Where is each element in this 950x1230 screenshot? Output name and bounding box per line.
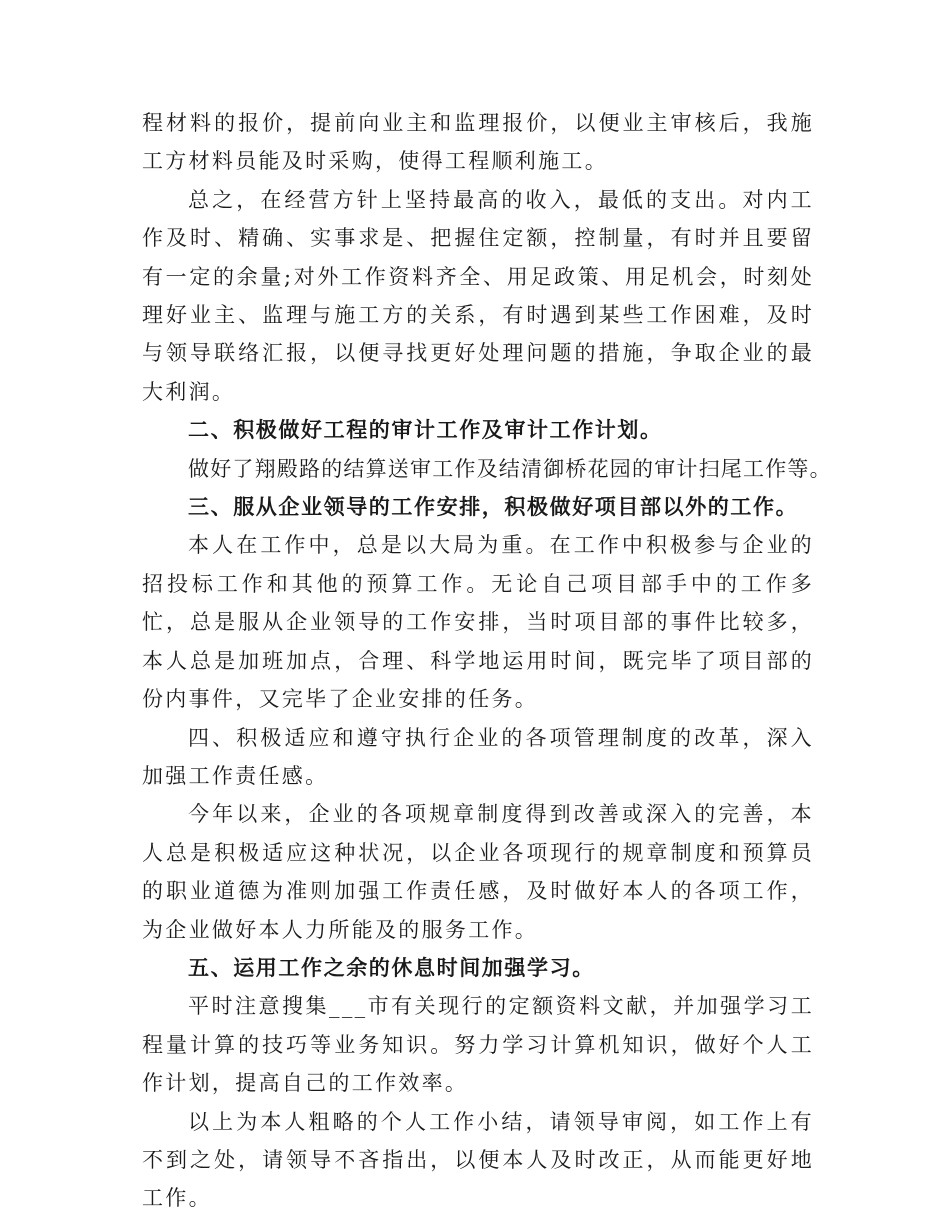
section-heading-audit: 二、积极做好工程的审计工作及审计工作计划。 [188, 418, 663, 443]
paragraph-study: 平时注意搜集___市有关现行的定额资料文献，并加强学习工程量计算的技巧等业务知识。努力学习计算机知识，做好个人工作计划，提高自己的工作效率。 [142, 994, 814, 1096]
section-heading-reform: 四、积极适应和遵守执行企业的各项管理制度的改革，深入加强工作责任感。 [142, 725, 814, 788]
paragraph-leadership-work: 本人在工作中，总是以大局为重。在工作中积极参与企业的招投标工作和其他的预算工作。无论自己项目部手中的工作多忙，总是服从企业领导的工作安排，当时项目部的事件比较多，本人总是加班加点，合理、科学地运用时间，既完毕了项目部的份内事件，又完毕了企业安排的任务。 [142, 533, 814, 712]
paragraph-regulations: 今年以来，企业的各项规章制度得到改善或深入的完善，本人总是积极适应这种状况，以企业各项现行的规章制度和预算员的职业道德为准则加强工作责任感，及时做好本人的各项工作，为企业做好本人力所能及的服务工作。 [142, 802, 814, 942]
paragraph-material-pricing: 程材料的报价，提前向业主和监理报价，以便业主审核后，我施工方材料员能及时采购，使得工程顺利施工。 [142, 111, 814, 174]
section-heading-study: 五、运用工作之余的休息时间加强学习。 [188, 955, 595, 980]
document-body [142, 104, 832, 1218]
paragraph-summary-policy: 总之，在经营方针上坚持最高的收入，最低的支出。对内工作及时、精确、实事求是、把握住定额，控制量，有时并且要留有一定的余量;对外工作资料齐全、用足政策、用足机会，时刻处理好业主、监理与施工方的关系，有时遇到某些工作困难，及时与领导联络汇报，以便寻找更好处理问题的措施，争取企业的最大利润。 [142, 187, 814, 404]
paragraph-audit-work: 做好了翔殿路的结算送审工作及结清御桥花园的审计扫尾工作等。 [188, 456, 832, 481]
section-heading-leadership: 三、服从企业领导的工作安排，积极做好项目部以外的工作。 [188, 495, 799, 520]
paragraph-closing: 以上为本人粗略的个人工作小结，请领导审阅，如工作上有不到之处，请领导不吝指出，以便本人及时改正，从而能更好地工作。 [142, 1109, 814, 1211]
